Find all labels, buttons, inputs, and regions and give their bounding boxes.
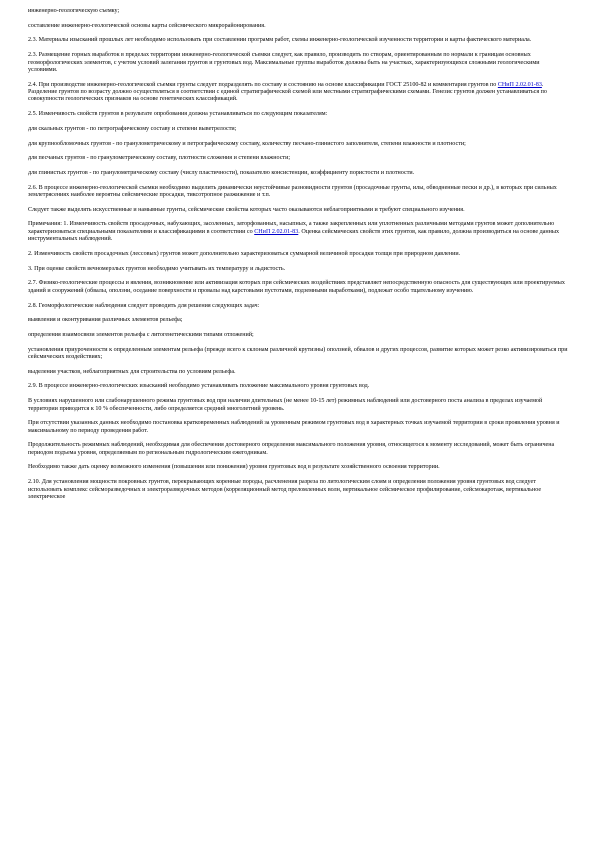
paragraph-text: 2.7. Физико-геологические процессы и явления, возникновение или активизация которых при сейсмических воздействиях представляет непосредственную опасность для существующих или проектируемых зданий и сооружений (обвалы, оползни, оседание поверхности и провалы над карстовыми пустотами, подземными выработками), подлежат особо тщательному изучению.	[28, 280, 565, 294]
paragraph-text: . Разделение грунтов по возрасту должно осуществляться в соответствии с единой стратиграфической схемой или местными стратиграфическими схемами. Генезис грунтов должен устанавливаться по совокупности геологических признаков на основе генетических классификаций.	[28, 81, 547, 103]
paragraph-text: 2.5. Изменчивость свойств грунтов в результате опробования должна устанавливаться по следующим показателям:	[28, 111, 328, 118]
paragraph-text: 2.8. Геоморфологические наблюдения следует проводить для решения следующих задач:	[28, 302, 260, 309]
paragraph-text: 3. При оценке свойств вечномерзлых грунтов необходимо учитывать их температуру и льдистость.	[28, 265, 286, 272]
paragraph	[28, 280, 568, 295]
paragraph-text: 2.3. Материалы изысканий прошлых лет необходимо использовать при составлении программ работ, схемы инженерно-геологической изученности территории и карты фактического материала.	[28, 37, 532, 44]
paragraph-text: инженерно-геологическую съемку;	[28, 8, 120, 14]
paragraph	[28, 420, 568, 435]
paragraph	[28, 37, 568, 44]
paragraph	[28, 369, 568, 376]
paragraph-text: выделения участков, неблагоприятных для строительства по условиям рельефа.	[28, 368, 236, 375]
paragraph	[28, 52, 568, 74]
paragraph-text: Примечания: 1. Изменчивость свойств просадочных, набухающих, засоленных, заторфованных, насыпных, а также закрепленных или уплотненных различными методами грунтов может дополнительно характеризоваться специальными показателями и классификациями в соответствии со	[28, 221, 555, 235]
paragraph-text: выявления и оконтуривания различных элементов рельефа;	[28, 317, 183, 324]
paragraph	[28, 170, 568, 177]
paragraph	[28, 82, 568, 104]
paragraph	[28, 464, 568, 471]
paragraph-text: 2.4. При производстве инженерно-геологической съемки грунты следует подразделять по составу и состоянию на основе классификации ГОСТ 25100-82 и комментария грунтов по	[28, 81, 498, 88]
paragraph-text: установления приуроченности к определенным элементам рельефа (прежде всего к склонам различной крутизны) оползней, обвалов и других процессов, развитие которых может резко активизироваться при сейсмических воздействиях;	[28, 346, 568, 361]
document-body	[28, 8, 568, 509]
paragraph	[28, 317, 568, 324]
paragraph	[28, 442, 568, 457]
paragraph-text: для песчаных грунтов - по гранулометрическому составу, плотности сложения и степени влажности;	[28, 155, 291, 162]
paragraph-text: для скальных грунтов - по петрографическому составу и степени выветрелости;	[28, 125, 237, 132]
paragraph	[28, 383, 568, 390]
snip-link[interactable]: СНиП 2.02.01-83	[497, 81, 542, 88]
paragraph	[28, 303, 568, 310]
paragraph-text: В условиях нарушенного или слабонарушенного режима грунтовых вод при наличии длительных (не менее 10-15 лет) режимных наблюдений или достоверного поста анализа в пределах изучаемой территории приводится к 10 % обеспеченности, либо определяется средний многолетний уровень.	[28, 398, 543, 412]
paragraph	[28, 221, 568, 243]
paragraph	[28, 141, 568, 148]
paragraph-text: Следует также выделять искусственные и намывные грунты, сейсмические свойства которых часто оказываются неблагоприятными и требуют специального изучения.	[28, 206, 465, 213]
paragraph	[28, 266, 568, 273]
paragraph	[28, 398, 568, 413]
paragraph-text: 2.6. В процессе инженерно-геологической съемки необходимо выделить динамически неустойчивые разновидности грунтов (просадочные грунты, илы, обводненные пески и др.), в которых при сильных землетрясениях наиболее вероятны сейсмические просадки, тиксотропное разжижение и т.п.	[28, 184, 557, 199]
paragraph	[28, 185, 568, 200]
paragraph-text: 2.10. Для установления мощности покровных грунтов, перекрывающих коренные породы, расчленения разреза по литологическим слоям и определения положения уровня грунтовых вод следует использовать комплекс сейсморазведочных и электроразведочных методов (корреляционный метод преломленных волн, вертикальное сейсмическое профилирование, сейсмокаротаж, вертикальное электрическое	[28, 479, 542, 500]
paragraph-text: . Оценка сейсмических свойств этих грунтов, как правило, должна производиться на основе данных инструментальных наблюдений.	[28, 228, 560, 243]
paragraph	[28, 8, 568, 15]
paragraph-text: 2.9. В процессе инженерно-геологических изысканий необходимо устанавливать положение максимального уровня грунтовых вод.	[28, 383, 370, 390]
paragraph-text: 2.3. Размещение горных выработок в пределах территории инженерно-геологической съемки следует, как правило, производить по створам, ориентированным по нормали к границам основных геоморфологических элементов, с учетом условий залегания грунтов и грунтовых вод. Максимальные группы выработок должны быть на участках, характеризующихся сложными геологическими условиями.	[28, 52, 540, 73]
paragraph-text: составление инженерно-геологической основы карты сейсмического микрорайонирования.	[28, 22, 266, 29]
paragraph-text: Необходимо также дать оценку возможного изменения (повышения или понижения) уровня грунтовых вод в результате хозяйственного освоения территории.	[28, 464, 440, 471]
paragraph	[28, 251, 568, 258]
paragraph	[28, 155, 568, 162]
paragraph	[28, 23, 568, 30]
paragraph	[28, 111, 568, 118]
snip-link[interactable]: СНиП 2.02.01-83	[254, 228, 299, 235]
paragraph-text: 2. Изменчивость свойств просадочных (лессовых) грунтов может дополнительно характеризоваться суммарной величиной просадки толщи при природном давлении.	[28, 250, 461, 257]
paragraph	[28, 332, 568, 339]
paragraph-text: определения взаимосвязи элементов рельефа с литогенетическими типами отложений;	[28, 331, 254, 338]
paragraph-text: для крупнообломочных грунтов - по гранулометрическому и петрографическому составу, количеству песчано-глинистого заполнителя, степени влажности и плотности;	[28, 140, 466, 147]
paragraph-text: При отсутствии указанных данных необходимо постановка кратковременных наблюдений за уровенным режимом грунтовых вод в характерных точках изучаемой территории в сроки проявления уровня и максимальному по периоду проведения работ.	[28, 420, 560, 434]
paragraph	[28, 126, 568, 133]
paragraph	[28, 207, 568, 214]
paragraph	[28, 347, 568, 362]
paragraph-text: для глинистых грунтов - по гранулометрическому составу (числу пластичности), показателю консистенции, коэффициенту пористости и плотности.	[28, 169, 415, 176]
paragraph	[28, 479, 568, 501]
paragraph-text: Продолжительность режимных наблюдений, необходимая для обеспечения достоверного определения максимального положения уровня, относящегося к моменту исследований, может быть ограничена периодом подъема уровня, определяемым по региональным гидрологическим ежегодникам.	[28, 442, 555, 456]
